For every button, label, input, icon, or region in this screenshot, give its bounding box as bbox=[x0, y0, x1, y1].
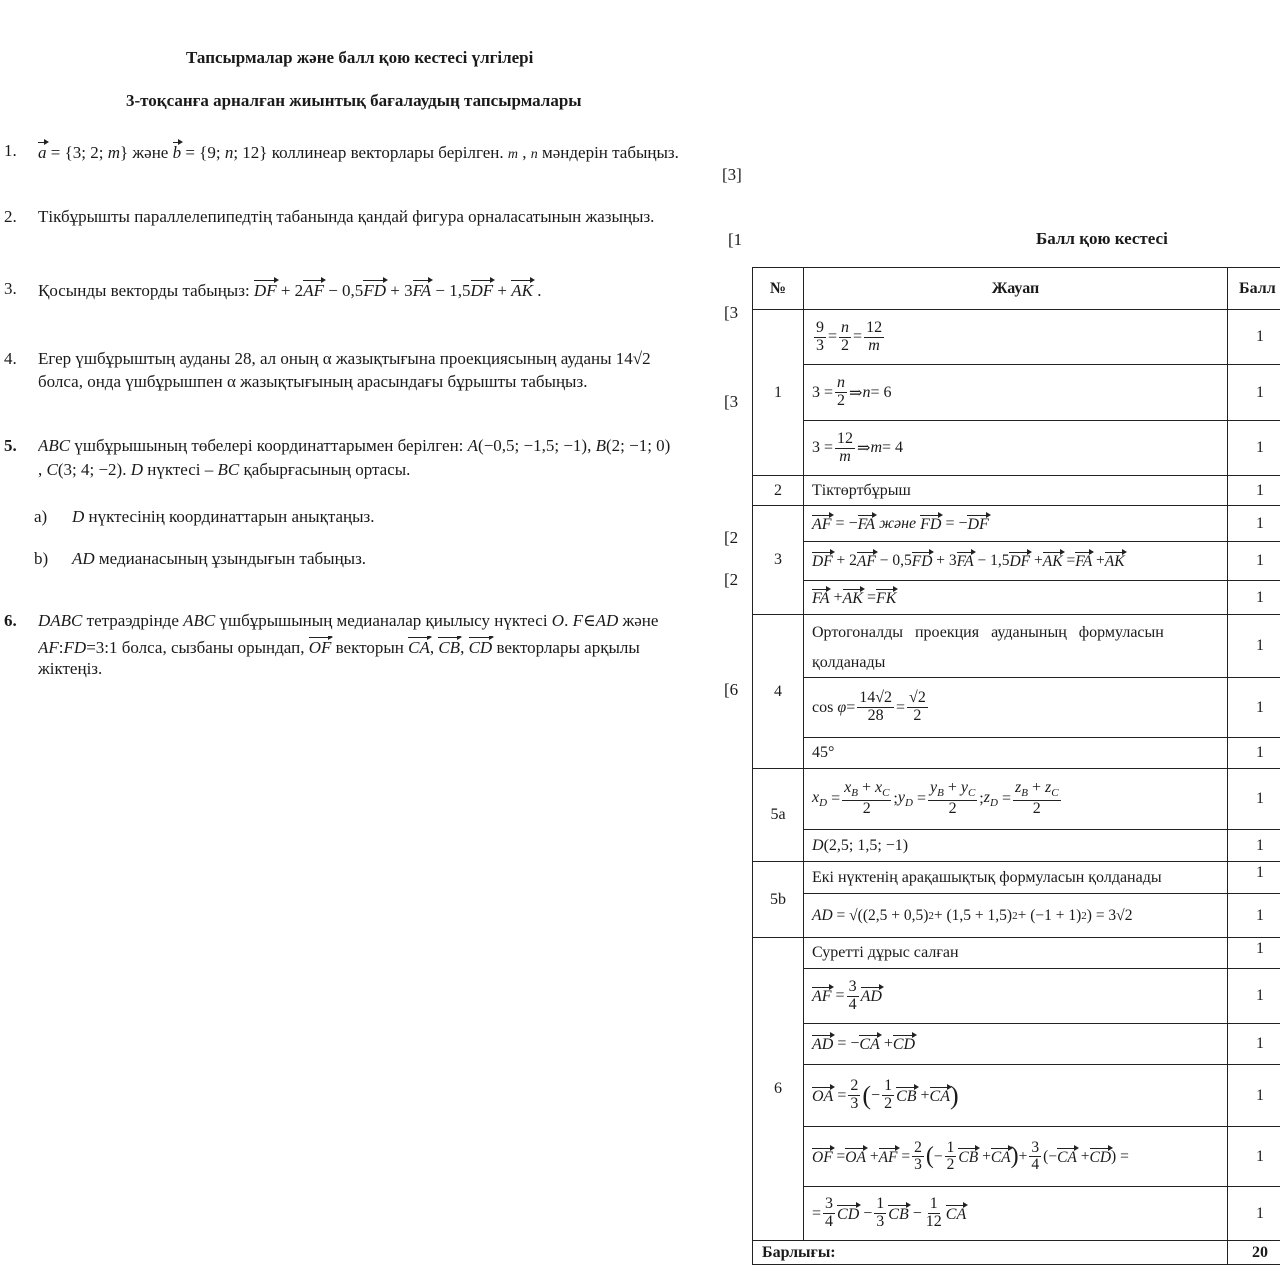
score-cell: 1 bbox=[1256, 1035, 1264, 1052]
total-label: Барлығы: bbox=[762, 1243, 836, 1261]
task-6-number: 6. bbox=[4, 611, 17, 630]
score-cell: 1 bbox=[1256, 1147, 1264, 1165]
score-cell: 1 bbox=[1256, 987, 1264, 1004]
task-2-number: 2. bbox=[4, 207, 17, 226]
answer-cell: $x_D$ = $\frac{x_B + x_C}{2}$ ; $y_D$ = $\frac{y_B + y_C}{2}$ ; $z_D$ = $\frac{z_B + z_C}{2}$ bbox=[812, 779, 1059, 817]
answer-cell: $\frac{9}{3}$ = $\frac{n}{2}$ = $\frac{12}{m}$ bbox=[816, 318, 883, 354]
score-cell: 1 bbox=[1256, 552, 1264, 569]
score-cell: 1 bbox=[1256, 439, 1264, 456]
answer-cell: AD = − CA + CD bbox=[812, 1035, 916, 1053]
score-cell: 1 bbox=[1256, 481, 1264, 499]
answer-cell: DF + 2 AF − 0,5 FD + 3 FA − 1,5 DF + AK = FA + AK bbox=[812, 552, 1125, 570]
group-label: 5b bbox=[770, 890, 786, 908]
task-4-text-line2: болса, онда үшбұрышпен α жазықтығының арасындағы бұрышты табыңыз. bbox=[38, 372, 588, 391]
answer-cell: cos φ = $\frac{14√2}{28}$ = $\frac{√2}{2}$ bbox=[812, 689, 926, 724]
group-label: 5a bbox=[770, 806, 786, 823]
task-2-points: [1 bbox=[728, 230, 743, 249]
task-6-text-line1: DABC тетраэдрінде ABC үшбұрышының медианалар қиылысу нүктесі O. F∈AD және bbox=[38, 611, 659, 630]
header-answer: Жауап bbox=[991, 279, 1040, 297]
score-cell: 1 bbox=[1256, 940, 1264, 957]
group-label: 2 bbox=[774, 481, 782, 499]
answer-cell: = $\frac{3}{4}$ CD − $\frac{1}{3}$ CB − $\frac{1}{12}$ CA bbox=[812, 1195, 967, 1230]
score-cell: 1 bbox=[1256, 790, 1264, 807]
score-cell: 1 bbox=[1256, 514, 1264, 532]
answer-cell: AF = − FA және FD = − DF bbox=[812, 514, 989, 533]
answer-cell: Тіктөртбұрыш bbox=[812, 481, 911, 499]
score-cell: 1 bbox=[1256, 637, 1264, 654]
task-4-text-line1: Егер үшбұрыштың ауданы 28, ал оның α жазықтығына проекциясының ауданы 14√2 bbox=[38, 349, 651, 368]
group-label: 1 bbox=[774, 383, 782, 401]
task-1-points: [3] bbox=[722, 165, 742, 184]
score-cell: 1 bbox=[1256, 383, 1264, 401]
answer-cell: 45° bbox=[812, 744, 835, 761]
answer-cell: Ортогоналды проекция ауданының формуласын қолданады bbox=[812, 624, 1164, 671]
answer-cell: AF = $\frac{3}{4}$ AD bbox=[812, 977, 882, 1013]
group-label: 4 bbox=[774, 682, 782, 700]
answer-cell: OA = $\frac{2}{3}$ ( − $\frac{1}{2}$ CB + CA ) bbox=[812, 1077, 959, 1112]
task-5-text-line2: , C(3; 4; −2). D нүктесі – BC қабырғасының ортасы. bbox=[38, 460, 411, 479]
score-cell: 1 bbox=[1256, 328, 1264, 345]
score-cell: 1 bbox=[1256, 588, 1264, 606]
group-label: 6 bbox=[774, 1080, 782, 1097]
task-3-text: Қосынды векторды табыңыз: DF + 2AF − 0,5FD + 3FA − 1,5DF + AK . bbox=[38, 281, 542, 300]
task-6-text-line2: AF:FD=3:1 болса, сызбаны орындап, OF векторын CA, CB, CD векторлары арқылы bbox=[38, 638, 640, 657]
score-cell: 1 bbox=[1256, 864, 1264, 881]
task-1-number: 1. bbox=[4, 141, 17, 160]
task-5b-number: b) bbox=[34, 549, 49, 568]
score-cell: 1 bbox=[1256, 744, 1264, 761]
header-score: Балл bbox=[1239, 279, 1276, 297]
task-3-number: 3. bbox=[4, 279, 17, 298]
task-6-text-line3: жіктеңіз. bbox=[38, 659, 103, 678]
task-1-text: a = {3; 2; m} және b = {9; n; 12} коллинеар векторлары берілген. m , n мәндерін табыңыз. bbox=[38, 143, 679, 162]
score-cell: 1 bbox=[1256, 1204, 1264, 1222]
answer-cell: Суретті дұрыс салған bbox=[812, 944, 959, 961]
answer-cell: 3 = $\frac{12}{m}$ ⇒ m = 4 bbox=[812, 429, 904, 465]
score-cell: 1 bbox=[1256, 698, 1264, 716]
answer-cell: Екі нүктенің арақашықтық формуласын қолданады bbox=[812, 868, 1162, 886]
task-5a-text: D нүктесінің координаттарын анықтаңыз. bbox=[72, 507, 375, 526]
task-2-text: Тікбұрышты параллелепипедтің табанында қандай фигура орналасатынын жазыңыз. bbox=[38, 207, 655, 226]
answer-cell: 3 = $\frac{n}{2}$ ⇒ n = 6 bbox=[812, 374, 892, 409]
score-cell: 1 bbox=[1256, 1086, 1264, 1104]
task-6-points: [6 bbox=[724, 680, 739, 699]
group-label: 3 bbox=[774, 551, 782, 568]
page-title: Тапсырмалар және балл қою кестесі үлгілері bbox=[186, 48, 534, 67]
task-5b-points: [2 bbox=[724, 570, 739, 589]
total-score: 20 bbox=[1252, 1243, 1268, 1261]
task-5-number: 5. bbox=[4, 436, 17, 455]
answer-cell: OF = OA + AF = $\frac{2}{3}$ ( − $\frac{1}{2}$ CB + CA ) + $\frac{3}{4}$ (− CA + CD ) = bbox=[812, 1138, 1129, 1173]
page-subtitle: 3-тоқсанға арналған жиынтық бағалаудың тапсырмалары bbox=[126, 91, 582, 110]
score-cell: 1 bbox=[1256, 906, 1264, 924]
task-4-points: [3 bbox=[724, 392, 739, 411]
answer-cell: FA + AK = FK bbox=[812, 588, 897, 607]
answer-cell: D (2,5; 1,5; −1) bbox=[812, 836, 909, 854]
header-num: № bbox=[769, 279, 787, 297]
task-3-points: [3 bbox=[724, 303, 739, 322]
task-5-text-line1: ABC үшбұрышының төбелері координаттарымен берілген: A(−0,5; −1,5; −1), B(2; −1; 0) bbox=[38, 436, 671, 455]
task-5a-number: a) bbox=[34, 507, 48, 526]
score-table-title: Балл қою кестесі bbox=[1036, 229, 1168, 248]
answer-cell: AD = √((2,5 + 0,5) 2 + (1,5 + 1,5) 2 + (−1 + 1) 2 ) = 3√2 bbox=[812, 906, 1133, 924]
score-cell: 1 bbox=[1256, 836, 1264, 854]
task-5b-text: AD медианасының ұзындығын табыңыз. bbox=[72, 549, 367, 568]
task-5a-points: [2 bbox=[724, 528, 739, 547]
task-4-number: 4. bbox=[4, 349, 17, 368]
